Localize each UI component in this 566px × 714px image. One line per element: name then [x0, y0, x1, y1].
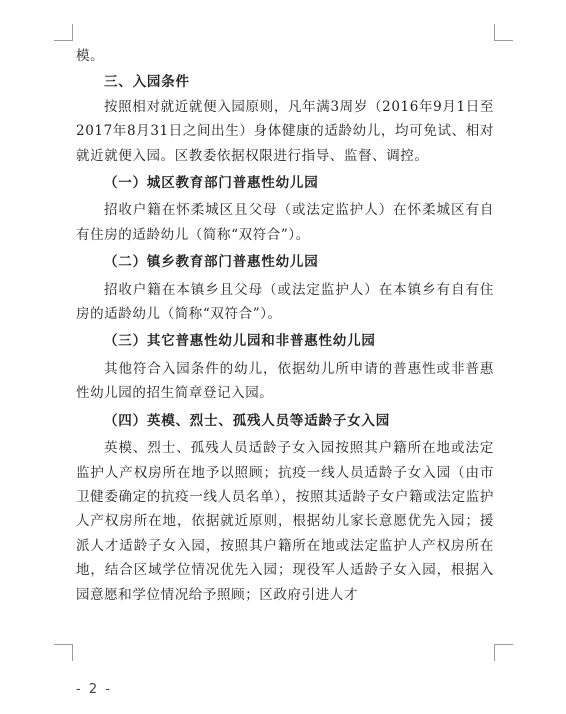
paragraph-special-groups: 英模、烈士、孤残人员适龄子女入园按照其户籍所在地或法定监护人产权房所在地予以照顾；抗疫一线人员适龄子女入园（由市卫健委确定的抗疫一线人员名单），按照其适龄子女户籍或法定监护人产权房所在地，依据就近原则，根据幼儿家长意愿优先入园；援派人才适龄子女入园，按照其户籍所在地或法定监护人产权房所在地，结合区域学位情况优先入园；现役军人适龄子女入园，根据入园意愿和学位情况给予照顾；区政府引进人才 — [76, 440, 494, 603]
paragraph-continuation: 模。 — [76, 48, 105, 64]
section-heading: 三、入园条件 — [104, 74, 190, 91]
paragraph-urban-kindergartens: 招收户籍在怀柔城区且父母（或法定监护人）在怀柔城区有自有住房的适龄幼儿（简称“双符合”）。 — [76, 202, 494, 243]
page-number: - 2 - — [76, 682, 112, 697]
paragraph-admission-principle: 按照相对就近就便入园原则，凡年满3周岁（2016年9月1日至2017年8月31日之间出生）身体健康的适龄幼儿，均可免试、相对就近就便入园。区教委依据权限进行指导、监督、调控。 — [76, 98, 494, 164]
paragraph-other-kindergartens: 其他符合入园条件的幼儿，依据幼儿所申请的普惠性或非普惠性幼儿园的招生简章登记入园。 — [76, 360, 494, 402]
crop-mark-bottom-right — [494, 644, 513, 661]
subheading-special-groups: （四）英模、烈士、孤残人员等适龄子女入园 — [104, 412, 390, 429]
document-body — [76, 44, 494, 607]
subheading-other-kindergartens: （三）其它普惠性幼儿园和非普惠性幼儿园 — [104, 333, 376, 350]
crop-mark-top-right — [494, 24, 513, 41]
paragraph-township-kindergartens: 招收户籍在本镇乡且父母（或法定监护人）在本镇乡有自有住房的适龄幼儿（简称“双符合”）。 — [76, 281, 494, 323]
crop-mark-bottom-left — [54, 644, 73, 661]
subheading-urban-kindergartens: （一）城区教育部门普惠性幼儿园 — [104, 175, 319, 192]
crop-mark-top-left — [54, 24, 73, 41]
subheading-township-kindergartens: （二）镇乡教育部门普惠性幼儿园 — [104, 254, 319, 271]
